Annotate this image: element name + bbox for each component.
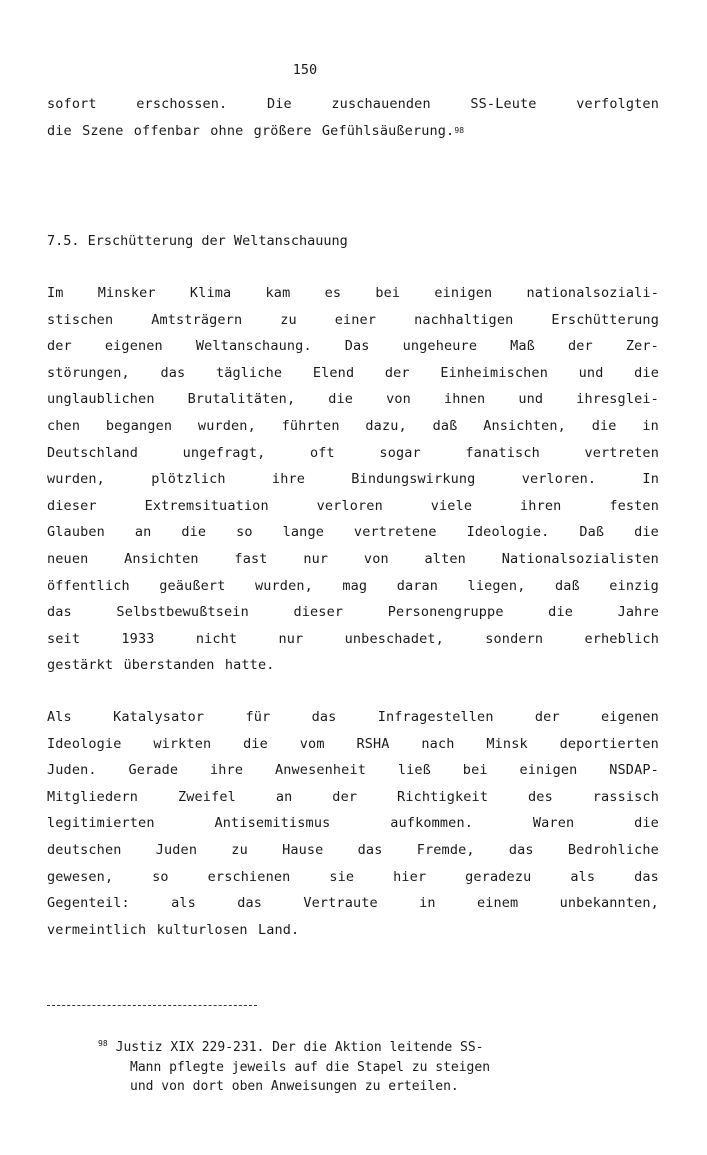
text-word: wirkten	[153, 735, 212, 752]
text-word: gewesen,	[47, 868, 114, 885]
text-word: dieser	[47, 497, 97, 514]
text-word: seit	[47, 630, 81, 647]
text-word: unbeschadet,	[344, 630, 444, 647]
text-word: bei	[375, 285, 401, 301]
text-word: daran	[396, 577, 439, 594]
text-line	[47, 91, 659, 118]
text-word: störungen,	[47, 364, 130, 381]
text-word: Minsk	[486, 735, 528, 752]
text-word: kam	[265, 285, 291, 301]
text-word: Elend	[312, 364, 355, 381]
text-word: Juden.	[47, 762, 97, 779]
text-word: viele	[430, 497, 473, 514]
text-word: als	[171, 895, 196, 912]
text-word: In	[642, 471, 659, 488]
text-word: das	[357, 841, 383, 858]
text-word: vertreten	[584, 444, 659, 461]
text-word: wurden,	[47, 471, 105, 488]
text-word: führten	[281, 417, 340, 434]
text-word: Einheimischen	[440, 364, 548, 381]
text-word: Ansichten,	[483, 417, 566, 434]
text-word: Antisemitismus	[214, 815, 331, 832]
text-line	[47, 546, 659, 573]
text-word: nachhaltigen	[414, 311, 514, 328]
text-word: Brutalitäten,	[187, 391, 296, 408]
text-word: der	[384, 364, 410, 381]
text-word: liegen,	[467, 577, 526, 594]
text-word: des	[528, 788, 553, 805]
text-word: Juden	[155, 841, 198, 858]
text-word: NSDAP-	[609, 762, 659, 779]
text-word: erschossen.	[136, 96, 228, 112]
text-word: unbekannten,	[559, 895, 659, 912]
text-word: Ideologie.	[466, 524, 550, 541]
text-word: Mitgliedern	[47, 788, 139, 805]
text-word: verloren.	[521, 471, 597, 488]
text-word: zuschauenden	[331, 96, 431, 112]
text-word: ungefragt,	[182, 444, 266, 461]
text-word: Extremsituation	[144, 497, 269, 514]
text-word: deutschen	[47, 841, 122, 858]
text-word: zu	[280, 311, 297, 328]
text-word: sofort	[47, 96, 97, 112]
text-line	[47, 784, 659, 811]
text-word: oft	[310, 444, 335, 461]
text-word: die	[181, 524, 207, 541]
text-word: fanatisch	[465, 444, 540, 461]
text-word: geäußert	[159, 577, 226, 594]
text-word: ließ	[397, 762, 431, 779]
text-word: einzig	[609, 577, 659, 594]
text-word: Richtigkeit	[397, 788, 489, 805]
text-word: stischen	[47, 311, 114, 328]
footnote-reference: 98	[454, 125, 465, 135]
text-word: Nationalsozialisten	[501, 550, 659, 567]
text-word: der	[332, 788, 358, 805]
footnote	[98, 1034, 638, 1097]
text-word: Als	[47, 709, 72, 725]
text-word: legitimierten	[47, 815, 155, 832]
footnote-line-1	[98, 1034, 638, 1058]
text-word: neuen	[47, 550, 89, 567]
text-line	[47, 280, 659, 307]
text-line	[47, 731, 659, 758]
text-word: von	[386, 391, 411, 408]
text-word: das	[237, 895, 263, 912]
text-line	[47, 360, 659, 387]
text-word: Selbstbewußtsein	[116, 604, 249, 621]
text-word: Katalysator	[113, 709, 205, 725]
text-word: ihren	[520, 497, 562, 514]
text-word: deportierten	[559, 735, 659, 752]
text-word: das	[634, 868, 659, 885]
text-word: und	[578, 364, 604, 381]
text-word: die	[634, 364, 659, 381]
text-word: das	[508, 841, 534, 858]
text-word: mag	[342, 577, 368, 594]
text-word: Fremde,	[416, 841, 475, 858]
page-number: 150	[292, 62, 318, 78]
footnote-separator	[47, 1005, 257, 1006]
text-word: Ansichten	[124, 550, 199, 567]
text-word: die	[243, 735, 268, 752]
text-word: ihresglei-	[576, 391, 659, 408]
text-word: unglaublichen	[47, 391, 155, 408]
text-line	[47, 917, 659, 944]
text-word: die	[634, 815, 659, 832]
text-word: die	[548, 604, 574, 621]
text-word: RSHA	[356, 735, 390, 752]
text-word: Daß	[579, 524, 605, 541]
text-word: der	[47, 338, 72, 355]
text-word: die Szene offenbar ohne größere Gefühlsäußerung.	[47, 122, 455, 139]
text-line	[47, 413, 659, 440]
text-line	[47, 118, 659, 145]
text-line	[47, 466, 659, 493]
text-word: Im	[47, 285, 64, 301]
text-word: Waren	[532, 815, 575, 832]
text-word: aufkommen.	[390, 815, 474, 832]
text-line	[47, 386, 659, 413]
text-line	[47, 519, 659, 546]
text-word: begangen	[105, 417, 173, 434]
section-heading: 7.5. Erschütterung der Weltanschauung	[47, 233, 348, 249]
text-line	[47, 810, 659, 837]
text-word: vom	[299, 735, 325, 752]
text-word: tägliche	[215, 364, 283, 381]
text-word: ihre	[210, 762, 244, 779]
text-word: hier	[393, 868, 427, 885]
text-word: wurden,	[254, 577, 313, 594]
text-word: das	[47, 604, 72, 621]
text-word: Erschütterung	[551, 311, 659, 328]
text-word: Bedrohliche	[567, 841, 659, 858]
text-line	[47, 493, 659, 520]
text-word: erheblich	[584, 630, 659, 647]
text-word: als	[570, 868, 596, 885]
text-word: sie	[329, 868, 355, 885]
text-word: eigenen	[104, 338, 163, 355]
text-word: dazu,	[365, 417, 407, 434]
text-line	[47, 704, 659, 731]
text-word: Vertraute	[303, 895, 378, 912]
text-word: das	[311, 709, 337, 725]
text-word: chen	[47, 417, 81, 434]
text-word: es	[324, 285, 342, 301]
text-word: Weltanschaung.	[195, 338, 312, 355]
text-word: Infragestellen	[377, 709, 494, 725]
text-word: festen	[609, 497, 659, 514]
text-word: und	[518, 391, 544, 408]
text-word: sondern	[485, 630, 544, 647]
text-word: Ideologie	[47, 735, 122, 752]
text-line	[47, 864, 659, 891]
text-word: einem	[476, 895, 519, 912]
text-line	[47, 599, 659, 626]
text-word: Zweifel	[177, 788, 236, 805]
text-line	[47, 440, 659, 467]
text-word: Das	[344, 338, 370, 355]
text-word: die	[328, 391, 354, 408]
text-word: bei	[462, 762, 488, 779]
text-word: Die	[266, 96, 292, 112]
text-word: so	[152, 868, 169, 885]
text-word: eigenen	[601, 709, 659, 725]
text-word: in	[419, 895, 436, 912]
text-word: Hause	[282, 841, 324, 858]
text-word: Maß	[510, 338, 535, 355]
text-word: vertretene	[353, 524, 437, 541]
text-word: daß	[432, 417, 458, 434]
text-word: einigen	[519, 762, 578, 779]
text-word: sogar	[379, 444, 421, 461]
text-word: einer	[334, 311, 377, 328]
text-word: Gerade	[128, 762, 179, 779]
text-word: dieser	[293, 604, 344, 621]
text-word: Zer-	[625, 338, 659, 355]
text-line	[47, 307, 659, 334]
text-word: Anwesenheit	[274, 762, 367, 779]
text-word: so	[236, 524, 253, 541]
text-word: ungeheure	[402, 338, 478, 355]
paragraph-2	[47, 704, 659, 943]
text-line	[47, 890, 659, 917]
text-word: an	[134, 524, 152, 541]
text-word: lange	[282, 524, 324, 541]
footnote-line-3: und von dort oben Anweisungen zu erteilen.	[130, 1079, 459, 1094]
text-word: nur	[278, 630, 304, 647]
text-line	[47, 573, 659, 600]
text-word: geradezu	[465, 868, 532, 885]
text-word: öffentlich	[47, 577, 130, 594]
footnote-text: Justiz XIX 229-231. Der die Aktion leitende SS-	[115, 1040, 484, 1055]
text-word: Personengruppe	[387, 604, 504, 621]
paragraph-1	[47, 280, 659, 679]
text-line	[47, 652, 659, 679]
text-word: Bindungswirkung	[351, 471, 476, 488]
text-word: die	[634, 524, 659, 541]
footnote-line-2: Mann pflegte jeweils auf die Stapel zu steigen	[130, 1059, 491, 1075]
text-word: plötzlich	[151, 471, 226, 488]
text-word: zu	[231, 841, 248, 858]
text-word: SS-Leute	[470, 96, 537, 112]
text-word: von	[363, 550, 389, 567]
text-word: daß	[554, 577, 580, 594]
text-word: einigen	[434, 285, 493, 301]
text-word: der	[534, 709, 560, 725]
text-word: fast	[234, 550, 268, 567]
text-word: Glauben	[47, 524, 105, 541]
text-word: für	[245, 709, 271, 725]
text-word: Klima	[189, 285, 232, 301]
text-word: ihre	[271, 471, 306, 488]
intro-text	[47, 91, 659, 144]
text-word: an	[275, 788, 293, 805]
text-word: in	[642, 417, 659, 434]
text-word: der	[567, 338, 593, 355]
text-word: wurden,	[197, 417, 256, 434]
text-word: ihnen	[443, 391, 486, 408]
text-word: Deutschland	[47, 444, 139, 461]
text-word: erschienen	[207, 868, 291, 885]
text-word: rassisch	[592, 788, 659, 805]
text-line	[47, 757, 659, 784]
text-word: alten	[424, 550, 466, 567]
text-word: vermeintlich kulturlosen Land.	[47, 921, 300, 938]
text-word: Minsker	[97, 285, 156, 301]
text-word: das	[160, 364, 186, 381]
text-word: nationalsoziali-	[526, 285, 659, 301]
text-line	[47, 333, 659, 360]
text-word: Amtsträgern	[151, 311, 243, 328]
text-word: Jahre	[617, 604, 659, 621]
text-word: 1933	[121, 630, 155, 647]
text-word: gestärkt überstanden hatte.	[47, 657, 275, 674]
text-line	[47, 626, 659, 653]
text-line	[47, 837, 659, 864]
text-word: nicht	[195, 630, 238, 647]
text-word: Gegenteil:	[47, 895, 130, 912]
text-word: verfolgten	[576, 96, 659, 112]
text-word: die	[591, 417, 617, 434]
text-word: nach	[421, 735, 455, 752]
text-word: nur	[303, 550, 329, 567]
text-word: verloren	[316, 497, 383, 514]
footnote-mark: 98	[98, 1039, 108, 1048]
